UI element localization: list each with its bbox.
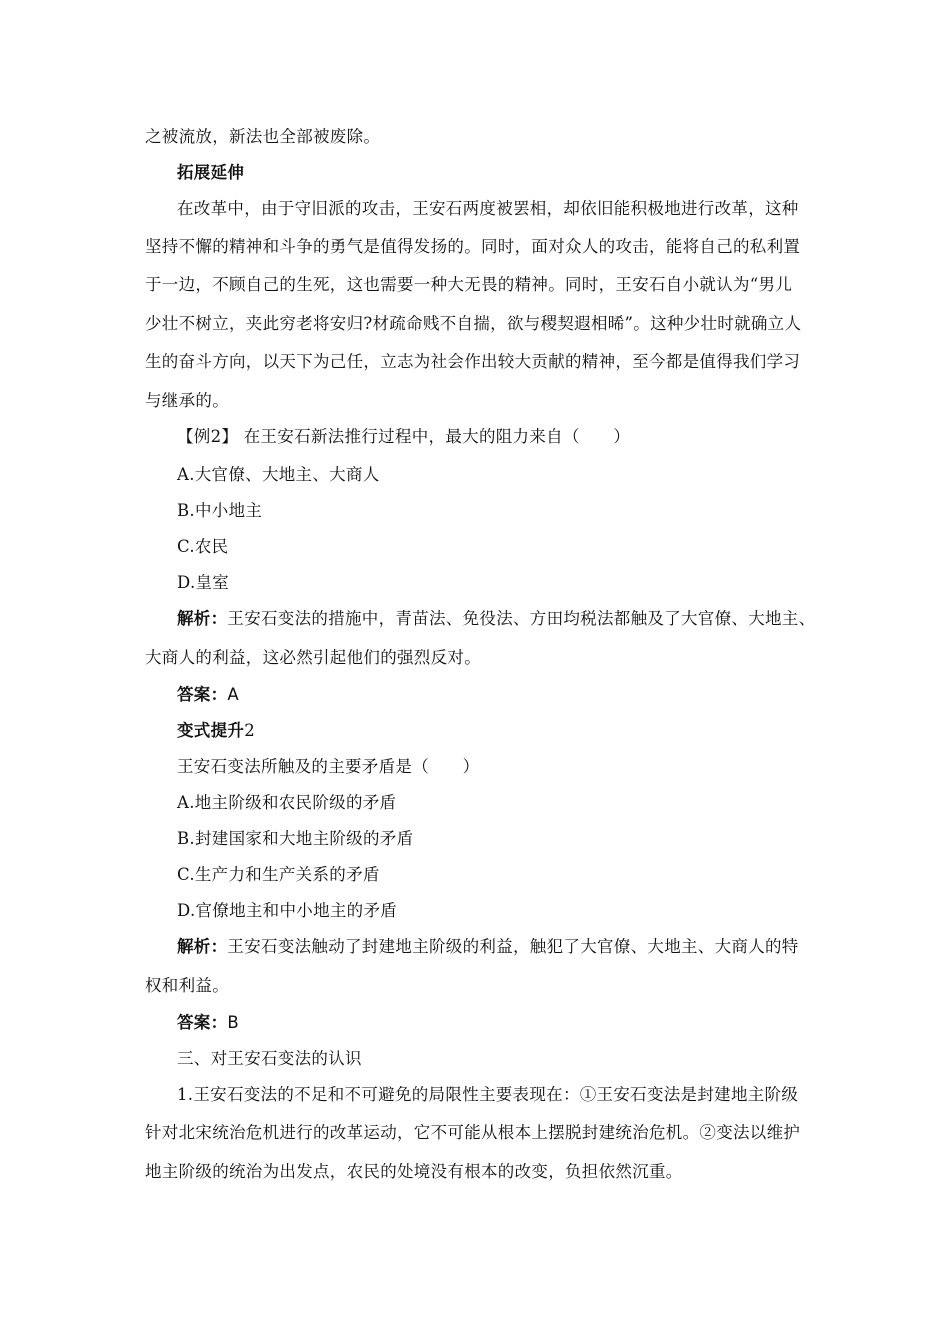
analysis-text: 王安石变法的措施中，青苗法、免役法、方田均税法都触及了大官僚、大地主、 [227,609,816,628]
example-question: 【例2】 在王安石新法推行过程中，最大的阻力来自（ ） [177,427,631,446]
answer-label: 答案： [177,1013,228,1032]
paragraph-line: 与继承的。 [145,391,229,410]
option-c: C.生产力和生产关系的矛盾 [177,865,380,884]
paragraph-line: 权和利益。 [145,976,229,995]
variant-heading [177,721,255,741]
analysis-label: 解析： [177,937,228,956]
variant-label: 变式提升 [177,721,245,740]
analysis-label: 解析： [177,609,228,628]
option-b: B.中小地主 [177,501,263,520]
section-heading: 三、对王安石变法的认识 [177,1049,362,1068]
option-d: D.皇室 [177,573,230,592]
paragraph-line: 之被流放，新法也全部被废除。 [145,127,381,146]
option-a: A.地主阶级和农民阶级的矛盾 [177,793,397,812]
paragraph-line: 少壮不树立，夹此穷老将安归?材疏命贱不自揣，欲与稷契遐相晞”。这种少壮时就确立人 [145,314,802,333]
paragraph-line: 地主阶级的统治为出发点，农民的处境没有根本的改变，负担依然沉重。 [145,1162,683,1181]
answer-line [177,685,239,705]
analysis-line [177,609,815,629]
paragraph-line: 针对北宋统治危机进行的改革运动，它不可能从根本上摆脱封建统治危机。②变法以维护 [145,1123,801,1142]
paragraph-line: 坚持不懈的精神和斗争的勇气是值得发扬的。同时，面对众人的攻击，能将自己的私利置 [145,237,801,256]
option-b: B.封建国家和大地主阶级的矛盾 [177,829,414,848]
option-a: A.大官僚、大地主、大商人 [177,465,380,484]
option-d: D.官僚地主和中小地主的矛盾 [177,901,398,920]
paragraph-line: 1.王安石变法的不足和不可避免的局限性主要表现在：①王安石变法是封建地主阶级 [177,1085,799,1104]
answer-value: B [227,1013,240,1032]
variant-question: 王安石变法所触及的主要矛盾是（ ） [177,757,480,776]
answer-label: 答案： [177,685,228,704]
option-c: C.农民 [177,537,229,556]
section-heading: 拓展延伸 [177,163,245,182]
paragraph-line: 在改革中，由于守旧派的攻击，王安石两度被罢相，却依旧能积极地进行改革，这种 [177,199,799,218]
paragraph-line: 于一边，不顾自己的生死，这也需要一种大无畏的精神。同时，王安石自小就认为“男儿 [145,275,793,294]
paragraph-line: 大商人的利益，这必然引起他们的强烈反对。 [145,648,481,667]
answer-value: A [227,685,239,704]
answer-line [177,1013,239,1033]
variant-number: 2 [244,721,256,740]
paragraph-line: 生的奋斗方向，以天下为己任，立志为社会作出较大贡献的精神，至今都是值得我们学习 [145,352,801,371]
analysis-line [177,937,799,957]
analysis-text: 王安石变法触动了封建地主阶级的利益，触犯了大官僚、大地主、大商人的特 [227,937,799,956]
